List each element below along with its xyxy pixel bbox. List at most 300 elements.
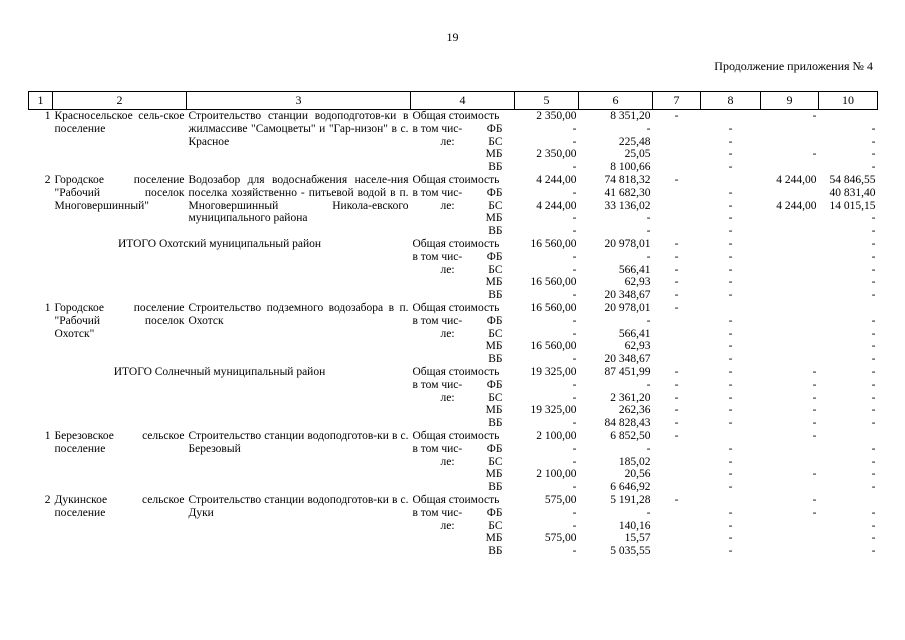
including-label: в том чис- — [412, 122, 463, 135]
value-col6: 74 818,32 — [604, 173, 651, 186]
project-description: Строительство станции водоподготов-ки в с. Дуки — [188, 493, 409, 519]
including-label-cont — [413, 468, 441, 481]
value-col9 — [761, 353, 819, 366]
funding-label-cell — [411, 340, 515, 353]
total-cost-label: Общая стоимость — [412, 429, 500, 442]
value-col9: - — [812, 506, 817, 519]
value-col10: - — [871, 250, 876, 263]
value-col7: - — [674, 378, 679, 391]
value-col6: 25,05 — [624, 148, 651, 161]
value-col6: 8 351,20 — [610, 110, 651, 122]
including-label-cont — [413, 212, 441, 225]
funding-label-cell — [411, 174, 515, 187]
value-col5: - — [572, 519, 577, 532]
value-col10: - — [871, 519, 876, 532]
including-label-cont — [413, 161, 441, 174]
value-col10: - — [871, 417, 876, 430]
value-col10: 54 846,55 — [829, 173, 876, 186]
value-col5: 2 350,00 — [536, 110, 577, 122]
value-col9 — [761, 251, 819, 264]
funding-label-cell — [411, 251, 515, 264]
value-col8: - — [728, 289, 733, 302]
funding-source: ВБ — [488, 545, 503, 558]
funding-label-cell — [411, 481, 515, 494]
value-col7 — [653, 532, 701, 545]
value-col10 — [819, 430, 878, 443]
table-row — [29, 494, 878, 507]
including-label: в том чис- — [412, 186, 463, 199]
value-col10: - — [871, 237, 876, 250]
including-label: в том чис- — [412, 442, 463, 455]
header-cell: 10 — [819, 92, 878, 110]
value-col10: - — [871, 340, 876, 353]
value-col6: 20 348,67 — [604, 353, 651, 366]
value-col9 — [761, 443, 819, 456]
value-col8: - — [728, 532, 733, 545]
value-col9 — [761, 123, 819, 136]
value-col10: 14 015,15 — [829, 199, 876, 212]
value-col5: 2 100,00 — [536, 429, 577, 442]
funding-source: МБ — [485, 468, 503, 481]
value-col7: - — [674, 250, 679, 263]
value-col9 — [761, 225, 819, 238]
value-col10: - — [871, 225, 876, 238]
total-cost-label: Общая стоимость — [412, 237, 500, 250]
value-col5: - — [572, 250, 577, 263]
value-col10: - — [871, 378, 876, 391]
value-col8: - — [728, 263, 733, 276]
value-col5: - — [572, 506, 577, 519]
including-label-cont — [413, 276, 441, 289]
funding-label-cell — [411, 353, 515, 366]
value-col10: - — [871, 404, 876, 417]
value-col8: - — [728, 327, 733, 340]
value-col8: - — [728, 404, 733, 417]
value-col10: - — [871, 455, 876, 468]
value-col8: - — [728, 122, 733, 135]
value-col6: - — [646, 378, 651, 391]
value-col10: - — [871, 442, 876, 455]
value-col9 — [761, 315, 819, 328]
investment-table — [28, 91, 878, 558]
row-number: 2 — [44, 173, 51, 186]
header-cell: 3 — [187, 92, 411, 110]
value-col7: - — [674, 237, 679, 250]
value-col7: - — [674, 289, 679, 302]
value-col7 — [653, 328, 701, 341]
funding-label-cell — [411, 123, 515, 136]
value-col5: - — [572, 545, 577, 558]
value-col6: 225,48 — [618, 135, 651, 148]
funding-label-cell — [411, 289, 515, 302]
including-label-cont — [413, 225, 441, 238]
header-cell: 8 — [701, 92, 761, 110]
settlement-name: Березовское сельское поселение — [54, 429, 185, 455]
including-label: в том чис- — [412, 506, 463, 519]
value-col5: - — [572, 289, 577, 302]
value-col8: - — [728, 237, 733, 250]
value-col9: - — [812, 468, 817, 481]
value-col6: 566,41 — [618, 263, 651, 276]
value-col7 — [653, 200, 701, 213]
value-col7: - — [674, 276, 679, 289]
funding-label-cell — [411, 520, 515, 533]
header-row — [29, 92, 878, 110]
value-col7: - — [674, 404, 679, 417]
value-col6: 140,16 — [618, 519, 651, 532]
value-col8: - — [728, 468, 733, 481]
value-col7: - — [674, 173, 679, 186]
funding-source: ФБ — [486, 506, 503, 519]
value-col7: - — [674, 263, 679, 276]
total-cost-label: Общая стоимость — [412, 110, 500, 122]
value-col7: - — [674, 110, 679, 122]
value-col8: - — [728, 545, 733, 558]
value-col6: 33 136,02 — [604, 199, 651, 212]
district-total-label: ИТОГО Солнечный муниципальный район — [113, 365, 326, 378]
value-col9: - — [812, 365, 817, 378]
value-col9: 4 244,00 — [776, 199, 817, 212]
value-col10: - — [871, 391, 876, 404]
funding-source: ФБ — [486, 186, 503, 199]
funding-source: БС — [488, 519, 503, 532]
funding-source: МБ — [485, 212, 503, 225]
funding-label-cell — [411, 302, 515, 315]
value-col6: 20 348,67 — [604, 289, 651, 302]
including-label-cont — [413, 148, 441, 161]
funding-label-cell — [411, 136, 515, 149]
value-col7 — [653, 123, 701, 136]
funding-label-cell — [411, 200, 515, 213]
funding-label-cell — [411, 379, 515, 392]
value-col6: - — [646, 225, 651, 238]
funding-label-cell — [411, 392, 515, 405]
value-col6: - — [646, 314, 651, 327]
value-col7 — [653, 161, 701, 174]
value-col7: - — [674, 301, 679, 314]
value-col9: - — [812, 391, 817, 404]
value-col9 — [761, 187, 819, 200]
header-cell: 5 — [515, 92, 579, 110]
including-label-cont — [413, 340, 441, 353]
funding-label-cell — [411, 212, 515, 225]
value-col5: - — [572, 122, 577, 135]
value-col8: - — [728, 225, 733, 238]
funding-source: МБ — [485, 276, 503, 289]
value-col8: - — [728, 455, 733, 468]
value-col10: - — [871, 545, 876, 558]
funding-source: МБ — [485, 340, 503, 353]
value-col5: 16 560,00 — [530, 340, 577, 353]
funding-label-cell — [411, 238, 515, 251]
funding-source: ФБ — [486, 250, 503, 263]
value-col8: - — [728, 353, 733, 366]
funding-label-cell — [411, 328, 515, 341]
value-col10: 40 831,40 — [829, 186, 876, 199]
value-col8 — [701, 110, 761, 123]
including-label-cont — [413, 353, 441, 366]
funding-source: ФБ — [486, 314, 503, 327]
including-label-cont: ле: — [440, 327, 455, 340]
funding-source: БС — [488, 455, 503, 468]
value-col10: - — [871, 481, 876, 494]
funding-source: ФБ — [486, 378, 503, 391]
value-col6: 8 100,66 — [610, 161, 651, 174]
value-col7 — [653, 187, 701, 200]
funding-source: МБ — [485, 148, 503, 161]
value-col7 — [653, 507, 701, 520]
value-col6: - — [646, 442, 651, 455]
value-col10: - — [871, 353, 876, 366]
value-col7 — [653, 545, 701, 558]
row-number: 1 — [44, 429, 51, 442]
funding-source: БС — [488, 135, 503, 148]
value-col9: - — [812, 417, 817, 430]
value-col9 — [761, 456, 819, 469]
value-col5: - — [572, 225, 577, 238]
value-col6: 20 978,01 — [604, 301, 651, 314]
funding-source: БС — [488, 263, 503, 276]
value-col6: 566,41 — [618, 327, 651, 340]
value-col8: - — [728, 148, 733, 161]
project-description: Строительство станции водоподготов-ки в жилмассиве "Самоцветы" и "Гар-низон" в с. Красное — [188, 110, 409, 148]
funding-source: ВБ — [488, 353, 503, 366]
total-cost-label: Общая стоимость — [412, 365, 500, 378]
value-col8: - — [728, 365, 733, 378]
value-col8: - — [728, 314, 733, 327]
settlement-name: Дукинское сельское поселение — [54, 493, 185, 519]
value-col7: - — [674, 429, 679, 442]
value-col9 — [761, 212, 819, 225]
value-col5: - — [572, 481, 577, 494]
total-row — [29, 366, 878, 379]
settlement-name: Красносельское сель-ское поселение — [54, 110, 185, 135]
table-row — [29, 110, 878, 123]
value-col10 — [819, 494, 878, 507]
value-col6: 5 035,55 — [610, 545, 651, 558]
value-col6: - — [646, 506, 651, 519]
page-number: 19 — [446, 30, 459, 44]
funding-source: ВБ — [488, 417, 503, 430]
value-col10: - — [871, 365, 876, 378]
value-col7: - — [674, 493, 679, 506]
total-row — [29, 238, 878, 251]
value-col5: 16 560,00 — [530, 237, 577, 250]
value-col5: - — [572, 378, 577, 391]
value-col7 — [653, 468, 701, 481]
value-col8: - — [728, 135, 733, 148]
value-col9 — [761, 238, 819, 251]
value-col10: - — [871, 506, 876, 519]
value-col5: - — [572, 263, 577, 276]
funding-label-cell — [411, 443, 515, 456]
value-col10: - — [871, 289, 876, 302]
value-col6: 2 361,20 — [610, 391, 651, 404]
value-col6: 84 828,43 — [604, 417, 651, 430]
value-col5: - — [572, 314, 577, 327]
header-cell: 2 — [53, 92, 187, 110]
header-cell: 6 — [579, 92, 653, 110]
header-cell: 4 — [411, 92, 515, 110]
funding-label-cell — [411, 404, 515, 417]
value-col6: 41 682,30 — [604, 186, 651, 199]
value-col7: - — [674, 365, 679, 378]
value-col6: 262,36 — [618, 404, 651, 417]
value-col7 — [653, 340, 701, 353]
funding-source: МБ — [485, 532, 503, 545]
value-col8 — [701, 494, 761, 507]
funding-source: БС — [488, 199, 503, 212]
value-col9 — [761, 289, 819, 302]
value-col10: - — [871, 135, 876, 148]
value-col9: - — [812, 429, 817, 442]
value-col6: - — [646, 250, 651, 263]
value-col6: 15,57 — [624, 532, 651, 545]
value-col8 — [701, 174, 761, 187]
value-col7 — [653, 353, 701, 366]
funding-source: ВБ — [488, 161, 503, 174]
value-col7 — [653, 481, 701, 494]
value-col10 — [819, 110, 878, 123]
header-cell: 7 — [653, 92, 701, 110]
funding-label-cell — [411, 507, 515, 520]
value-col8 — [701, 430, 761, 443]
including-label-cont: ле: — [440, 263, 455, 276]
value-col7 — [653, 212, 701, 225]
including-label-cont: ле: — [440, 391, 455, 404]
value-col7 — [653, 443, 701, 456]
value-col8: - — [728, 212, 733, 225]
value-col6: 87 451,99 — [604, 365, 651, 378]
including-label-cont — [413, 417, 441, 430]
value-col8: - — [728, 391, 733, 404]
value-col9 — [761, 545, 819, 558]
value-col7 — [653, 456, 701, 469]
value-col6: 185,02 — [618, 455, 651, 468]
funding-label-cell — [411, 187, 515, 200]
value-col5: 4 244,00 — [536, 199, 577, 212]
project-description: Водозабор для водоснабжения населе-ния поселка хозяйственно - питьевой водой в п. Многовершинный Никола-евского муниципального района — [188, 173, 409, 225]
value-col9: - — [812, 378, 817, 391]
value-col5: 19 325,00 — [530, 404, 577, 417]
value-col7 — [653, 136, 701, 149]
including-label-cont — [413, 404, 441, 417]
value-col5: - — [572, 161, 577, 174]
value-col5: 575,00 — [544, 493, 577, 506]
row-number: 2 — [44, 493, 51, 506]
value-col8: - — [728, 417, 733, 430]
value-col6: 20 978,01 — [604, 237, 651, 250]
value-col10 — [819, 302, 878, 315]
header-cell: 9 — [761, 92, 819, 110]
value-col8: - — [728, 186, 733, 199]
funding-label-cell — [411, 161, 515, 174]
table-body — [29, 110, 878, 558]
value-col5: 16 560,00 — [530, 276, 577, 289]
value-col9 — [761, 520, 819, 533]
total-cost-label: Общая стоимость — [412, 301, 500, 314]
table-row — [29, 430, 878, 443]
value-col9 — [761, 340, 819, 353]
funding-label-cell — [411, 110, 515, 123]
project-description: Строительство подземного водозабора в п. Охотск — [188, 301, 409, 327]
value-col5: 575,00 — [544, 532, 577, 545]
value-col7: - — [674, 417, 679, 430]
value-col8: - — [728, 199, 733, 212]
value-col6: 62,93 — [624, 340, 651, 353]
value-col6: - — [646, 122, 651, 135]
row-number: 1 — [44, 110, 51, 122]
value-col9 — [761, 481, 819, 494]
total-cost-label: Общая стоимость — [412, 493, 500, 506]
value-col9 — [761, 264, 819, 277]
table-row — [29, 174, 878, 187]
value-col9 — [761, 276, 819, 289]
value-col5: - — [572, 442, 577, 455]
value-col9 — [761, 136, 819, 149]
value-col5: - — [572, 391, 577, 404]
including-label: в том чис- — [412, 250, 463, 263]
funding-source: МБ — [485, 404, 503, 417]
funding-source: БС — [488, 327, 503, 340]
value-col6: 6 646,92 — [610, 481, 651, 494]
value-col9 — [761, 302, 819, 315]
funding-label-cell — [411, 417, 515, 430]
value-col6: 62,93 — [624, 276, 651, 289]
value-col9: 4 244,00 — [776, 173, 817, 186]
value-col7 — [653, 148, 701, 161]
including-label: в том чис- — [412, 314, 463, 327]
value-col9 — [761, 161, 819, 174]
value-col7: - — [674, 391, 679, 404]
funding-label-cell — [411, 545, 515, 558]
funding-source: ФБ — [486, 442, 503, 455]
value-col6: 20,56 — [624, 468, 651, 481]
value-col7 — [653, 520, 701, 533]
value-col8: - — [728, 276, 733, 289]
value-col8: - — [728, 519, 733, 532]
funding-label-cell — [411, 315, 515, 328]
value-col10: - — [871, 212, 876, 225]
value-col10: - — [871, 314, 876, 327]
including-label-cont: ле: — [440, 519, 455, 532]
value-col8: - — [728, 340, 733, 353]
value-col10: - — [871, 532, 876, 545]
funding-label-cell — [411, 456, 515, 469]
funding-source: ФБ — [486, 122, 503, 135]
value-col10: - — [871, 122, 876, 135]
value-col7 — [653, 225, 701, 238]
value-col9: - — [812, 404, 817, 417]
including-label-cont: ле: — [440, 135, 455, 148]
value-col10: - — [871, 263, 876, 276]
value-col8: - — [728, 442, 733, 455]
value-col9 — [761, 328, 819, 341]
funding-label-cell — [411, 430, 515, 443]
value-col9: - — [812, 493, 817, 506]
value-col8: - — [728, 161, 733, 174]
value-col6: 5 191,28 — [610, 493, 651, 506]
including-label: в том чис- — [412, 378, 463, 391]
value-col5: 19 325,00 — [530, 365, 577, 378]
funding-label-cell — [411, 276, 515, 289]
value-col5: 16 560,00 — [530, 301, 577, 314]
value-col5: - — [572, 353, 577, 366]
funding-label-cell — [411, 148, 515, 161]
table-row — [29, 302, 878, 315]
value-col5: 2 350,00 — [536, 148, 577, 161]
value-col8: - — [728, 378, 733, 391]
